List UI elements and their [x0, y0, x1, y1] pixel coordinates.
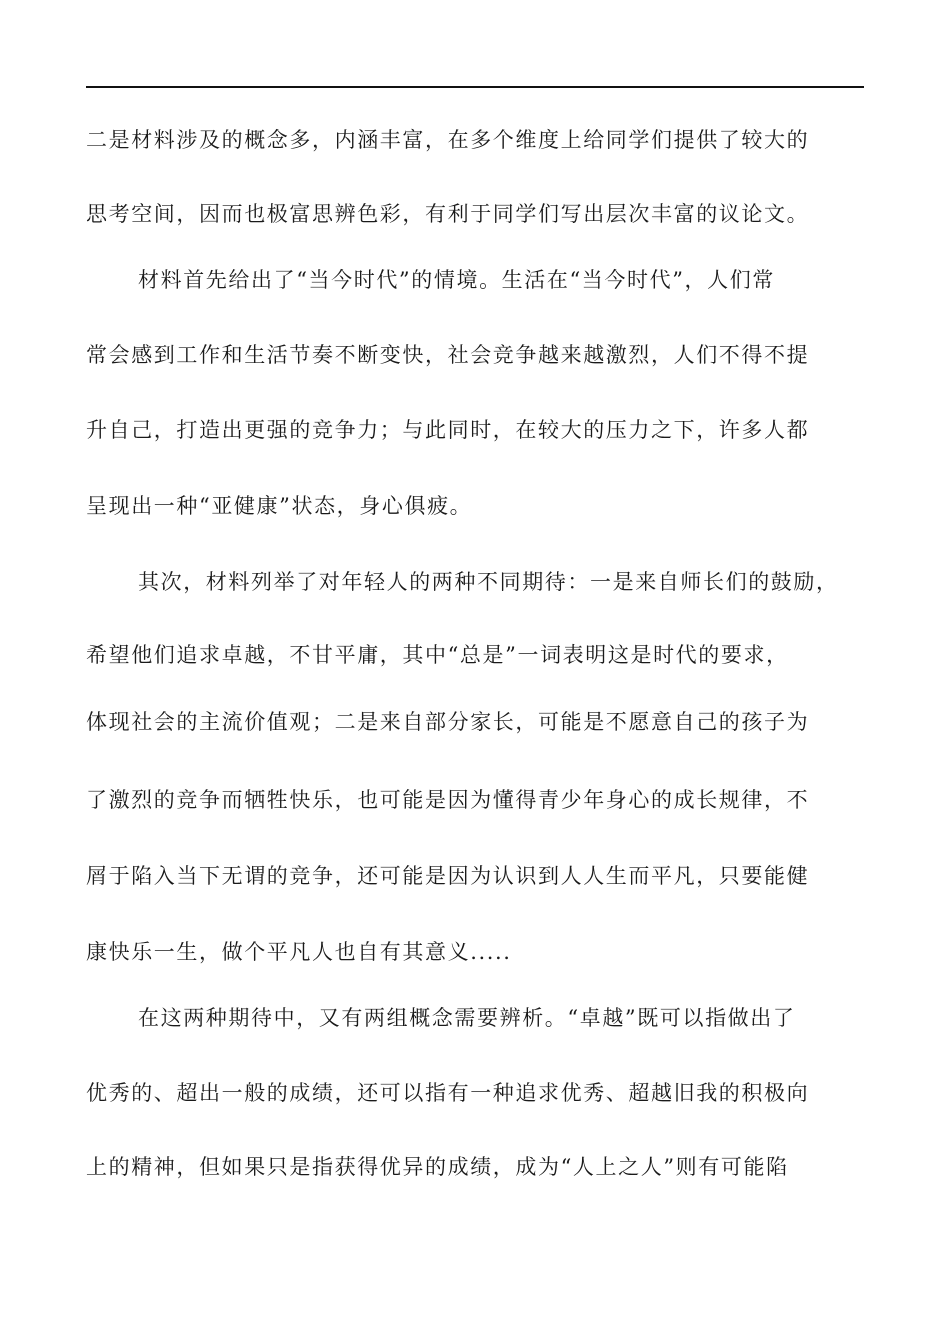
text-line: 康快乐一生，做个平凡人也自有其意义..... — [86, 940, 512, 964]
text-line: 常会感到工作和生活节奏不断变快，社会竞争越来越激烈，人们不得不提 — [86, 343, 810, 367]
text-line: 了激烈的竞争而牺牲快乐，也可能是因为懂得青少年身心的成长规律，不 — [86, 788, 810, 812]
text-line: 其次，材料列举了对年轻人的两种不同期待：一是来自师长们的鼓励， — [138, 570, 839, 594]
header-rule — [86, 86, 864, 88]
text-line: 希望他们追求卓越，不甘平庸，其中“总是”一词表明这是时代的要求， — [86, 643, 789, 667]
text-line: 升自己，打造出更强的竞争力；与此同时，在较大的压力之下，许多人都 — [86, 418, 810, 442]
text-line: 体现社会的主流价值观；二是来自部分家长，可能是不愿意自己的孩子为 — [86, 710, 810, 734]
text-line: 材料首先给出了“当今时代”的情境。生活在“当今时代”，人们常 — [138, 268, 775, 292]
text-line: 二是材料涉及的概念多，内涵丰富，在多个维度上给同学们提供了较大的 — [86, 128, 810, 152]
text-line: 呈现出一种“亚健康”状态，身心俱疲。 — [86, 494, 473, 518]
text-line: 上的精神，但如果只是指获得优异的成绩，成为“人上之人”则有可能陷 — [86, 1155, 789, 1179]
text-line: 屑于陷入当下无谓的竞争，还可能是因为认识到人人生而平凡，只要能健 — [86, 864, 810, 888]
text-line: 在这两种期待中，又有两组概念需要辨析。“卓越”既可以指做出了 — [138, 1006, 796, 1030]
text-line: 优秀的、超出一般的成绩，还可以指有一种追求优秀、超越旧我的积极向 — [86, 1081, 810, 1105]
text-line: 思考空间，因而也极富思辨色彩，有利于同学们写出层次丰富的议论文。 — [86, 202, 810, 226]
